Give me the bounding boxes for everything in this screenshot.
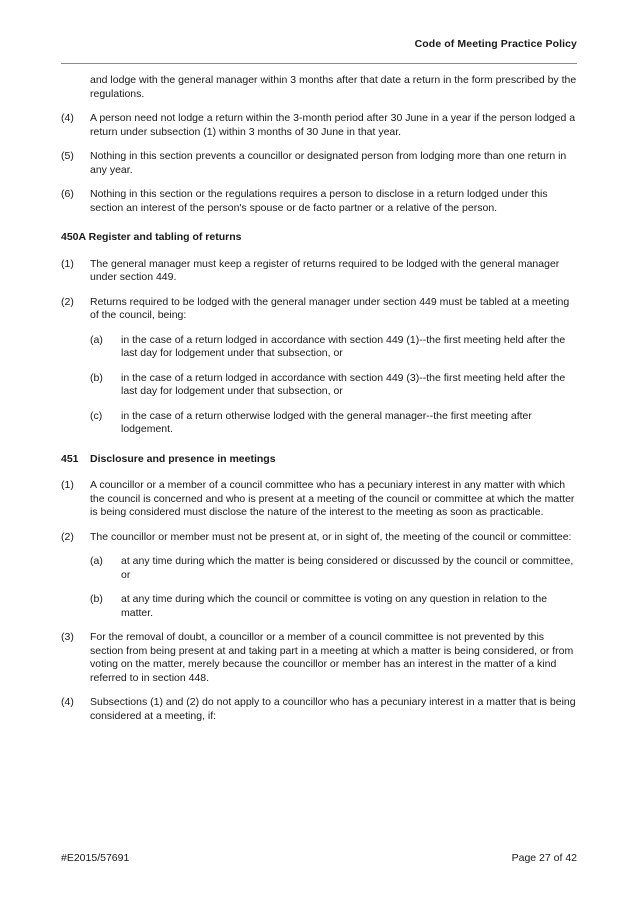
clause-451-1: [61, 479, 577, 520]
subclause-number: (c): [90, 409, 103, 422]
clause-number: (6): [61, 188, 74, 200]
subclause-number: (a): [90, 333, 103, 346]
subclause-text: in the case of a return otherwise lodged with the general manager--the first meeting after lodgement.: [121, 409, 532, 435]
page-header-title: Code of Meeting Practice Policy: [414, 38, 577, 50]
clause-text: The councillor or member must not be present at, or in sight of, the meeting of the council or committee:: [90, 530, 572, 543]
subclause-text: at any time during which the matter is being considered or discussed by the council or committee, or: [121, 555, 574, 581]
clause-number: (5): [61, 150, 74, 162]
subclause-450a-2a: [90, 334, 577, 361]
subclause-450a-2c: [90, 410, 577, 437]
subclause-451-2b: [90, 593, 577, 620]
section-451-heading: [61, 453, 577, 467]
subclause-451-2a: [90, 555, 577, 582]
clause-text: The general manager must keep a register of returns required to be lodged with the general manager under section 449.: [90, 257, 560, 283]
clause-text: A person need not lodge a return within the 3-month period after 30 June in a year if the person lodged a return under subsection (1) within 3 months of 30 June in that year.: [90, 112, 576, 138]
page-footer: [61, 852, 577, 864]
clause-450a-1: [61, 258, 577, 285]
section-450a-heading: 450A Register and tabling of returns: [61, 231, 242, 243]
clause-number: (1): [61, 257, 74, 270]
clause-number: (1): [61, 479, 74, 491]
clause-449-5: [61, 150, 577, 177]
page-number: Page 27 of 42: [511, 852, 577, 864]
clause-449-6: [61, 188, 577, 215]
document-reference: #E2015/57691: [61, 852, 130, 864]
intro-continuation-text: and lodge with the general manager within 3 months after that date a return in the form prescribed by the regulations.: [90, 74, 577, 100]
clause-number: (4): [61, 112, 74, 124]
clause-451-4: [61, 696, 577, 723]
intro-continuation: [61, 74, 577, 101]
clause-number: (4): [61, 696, 74, 708]
clause-text: Nothing in this section or the regulations requires a person to disclose in a return lodged under this section an interest of the person's spouse or de facto partner or a relative of the person.: [90, 188, 548, 214]
clause-text: For the removal of doubt, a councillor or a member of a council committee is not prevented by this section from being present at and taking part in a meeting at which a matter is being considered, or from voting on the matter, merely because the councillor or member has an interest in the matter of a kind referred to in section 448.: [90, 631, 574, 684]
subclause-text: at any time during which the council or committee is voting on any question in relation to the matter.: [121, 593, 548, 619]
clause-number: (2): [61, 295, 74, 308]
clause-text: Subsections (1) and (2) do not apply to a councillor who has a pecuniary interest in a matter that is being considered at a meeting, if:: [90, 696, 576, 722]
subclause-450a-2b: [90, 372, 577, 399]
subclause-number: (b): [90, 371, 103, 384]
clause-text: A councillor or a member of a council committee who has a pecuniary interest in any matter with which the council is concerned and who is present at a meeting of the council or committee at which the matter is being considered must disclose the nature of the interest to the meeting as soon as practicable.: [90, 479, 575, 518]
subclause-number: (b): [90, 593, 103, 605]
clause-451-2: [61, 531, 577, 545]
header-divider: [61, 63, 577, 64]
clause-450a-2: [61, 296, 577, 323]
clause-number: (3): [61, 631, 74, 643]
clause-number: (2): [61, 530, 74, 543]
subclause-number: (a): [90, 555, 103, 567]
clause-text: Nothing in this section prevents a councillor or designated person from lodging more than one return in any year.: [90, 150, 567, 176]
document-body: [61, 74, 577, 734]
section-number: 451: [61, 452, 79, 465]
clause-449-4: [61, 112, 577, 139]
clause-451-3: [61, 631, 577, 685]
clause-text: Returns required to be lodged with the general manager under section 449 must be tabled at a meeting of the council, being:: [90, 295, 570, 321]
subclause-text: in the case of a return lodged in accordance with section 449 (3)--the first meeting held after the last day for lodgement under that subsection, or: [121, 371, 566, 397]
section-title: Disclosure and presence in meetings: [90, 452, 276, 465]
subclause-text: in the case of a return lodged in accordance with section 449 (1)--the first meeting held after the last day for lodgement under that subsection, or: [121, 333, 566, 359]
